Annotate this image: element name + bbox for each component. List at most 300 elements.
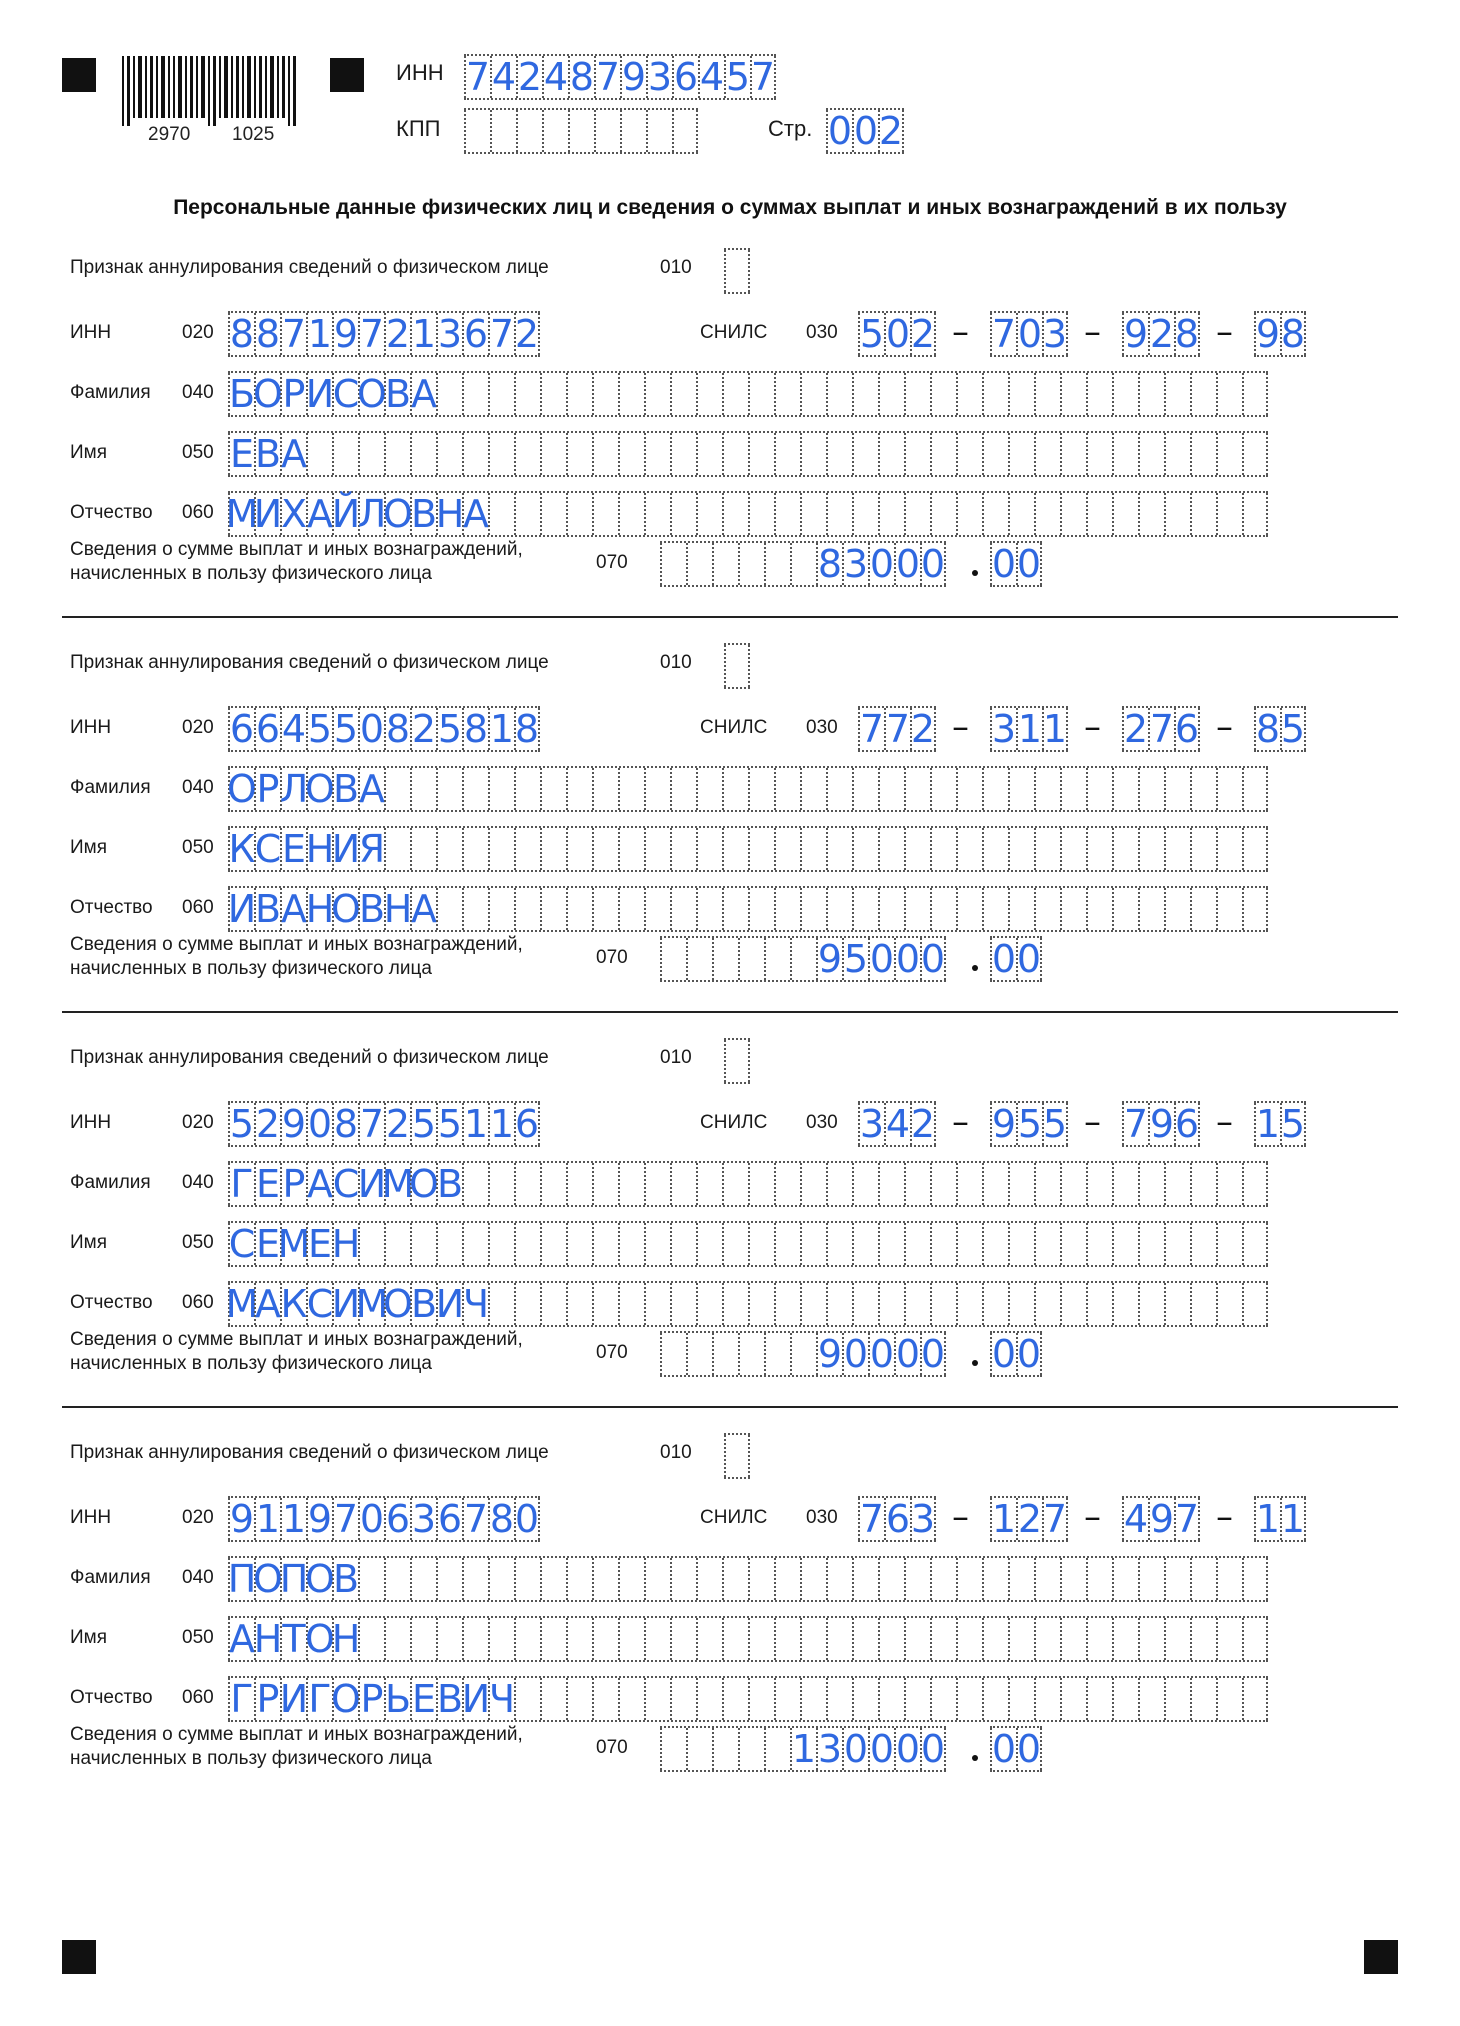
snils-segment-4[interactable] — [1254, 1496, 1306, 1542]
comb-cell: И — [305, 372, 335, 416]
comb-cell — [1242, 433, 1268, 475]
comb-cell: М — [355, 1282, 389, 1326]
comb-cell: Г — [228, 1678, 254, 1720]
snils-segment-3[interactable] — [1122, 1101, 1200, 1147]
comb-cell: 1 — [411, 312, 437, 356]
comb-cell — [644, 768, 670, 810]
comb-cell — [436, 888, 462, 930]
comb-cell: Е — [256, 1222, 281, 1266]
comb-cell — [436, 1618, 462, 1660]
inn-field[interactable] — [228, 1496, 540, 1542]
cancel-flag-field[interactable] — [724, 248, 750, 294]
comb-cell — [516, 110, 542, 152]
comb-cell — [1216, 1678, 1242, 1720]
comb-cell — [670, 888, 696, 930]
snils-segment-3[interactable] — [1122, 1496, 1200, 1542]
comb-cell — [826, 1223, 852, 1265]
comb-cell — [748, 1618, 774, 1660]
comb-cell — [930, 373, 956, 415]
comb-cell — [800, 888, 826, 930]
name-field[interactable] — [228, 1616, 1268, 1662]
comb-cell — [488, 768, 514, 810]
header-kpp-field[interactable] — [464, 108, 698, 154]
comb-cell — [686, 543, 712, 585]
comb-cell: А — [411, 887, 437, 931]
comb-cell: 4 — [699, 55, 725, 99]
comb-cell — [644, 828, 670, 870]
comb-cell — [1060, 373, 1086, 415]
sum-label-line1: Сведения о сумме выплат и иных вознаграждений, — [70, 934, 523, 955]
code-040: 040 — [182, 382, 214, 403]
comb-cell: 2 — [1123, 707, 1149, 751]
snils-segment-4[interactable] — [1254, 1101, 1306, 1147]
comb-cell: М — [225, 492, 259, 536]
inn-field[interactable] — [228, 706, 540, 752]
comb-cell — [774, 433, 800, 475]
comb-cell — [1242, 493, 1268, 535]
snils-segment-1[interactable] — [858, 311, 936, 357]
comb-cell: 8 — [1255, 707, 1281, 751]
comb-cell — [488, 373, 514, 415]
comb-cell — [514, 1283, 540, 1325]
comb-cell — [982, 1283, 1008, 1325]
amount-frac-field[interactable] — [990, 936, 1042, 982]
comb-cell: 1 — [1255, 1497, 1281, 1541]
amount-int-field[interactable] — [660, 936, 946, 982]
snils-segment-3[interactable] — [1122, 311, 1200, 357]
comb-cell: 8 — [229, 312, 255, 356]
comb-cell: 0 — [991, 542, 1017, 586]
comb-cell: 6 — [514, 1102, 540, 1146]
comb-cell — [852, 493, 878, 535]
comb-cell — [1190, 1558, 1216, 1600]
snils-segment-2[interactable] — [990, 1101, 1068, 1147]
surname-field[interactable] — [228, 371, 1268, 417]
surname-field[interactable] — [228, 1556, 1268, 1602]
comb-cell — [1164, 1558, 1190, 1600]
comb-cell — [852, 1283, 878, 1325]
comb-cell — [1008, 1618, 1034, 1660]
comb-cell — [774, 493, 800, 535]
comb-cell — [1060, 768, 1086, 810]
comb-cell — [1242, 828, 1268, 870]
comb-cell — [1216, 888, 1242, 930]
comb-cell: Р — [280, 1163, 306, 1205]
comb-cell: 3 — [817, 1727, 843, 1771]
comb-cell: 2 — [1149, 312, 1175, 356]
barcode-number-right: 1025 — [232, 124, 275, 145]
code-010: 010 — [660, 1442, 692, 1463]
comb-cell — [982, 1163, 1008, 1205]
amount-decimal-point — [972, 965, 978, 971]
comb-cell — [774, 373, 800, 415]
comb-cell — [1190, 888, 1216, 930]
comb-cell — [982, 768, 1008, 810]
comb-cell: 4 — [543, 55, 569, 99]
comb-cell — [904, 1223, 930, 1265]
snils-segment-4[interactable] — [1254, 706, 1306, 752]
comb-cell — [592, 828, 618, 870]
comb-cell — [956, 1558, 982, 1600]
comb-cell — [686, 1728, 712, 1770]
comb-cell: П — [227, 1557, 257, 1601]
patronymic-label: Отчество — [70, 1292, 153, 1313]
comb-cell — [826, 1283, 852, 1325]
comb-cell: 0 — [869, 1727, 895, 1771]
comb-cell — [878, 1678, 904, 1720]
comb-cell: 8 — [255, 312, 281, 356]
comb-cell — [644, 1163, 670, 1205]
comb-cell — [462, 888, 488, 930]
comb-cell — [1086, 768, 1112, 810]
snils-dash: – — [1216, 1102, 1233, 1142]
comb-cell — [930, 1618, 956, 1660]
comb-cell — [592, 433, 618, 475]
comb-cell — [790, 938, 816, 980]
comb-cell — [764, 938, 790, 980]
comb-cell: О — [253, 1557, 283, 1601]
comb-cell — [982, 828, 1008, 870]
comb-cell — [1216, 1283, 1242, 1325]
header-page-field[interactable] — [826, 108, 904, 154]
comb-cell — [826, 493, 852, 535]
comb-cell — [670, 1618, 696, 1660]
comb-cell: 2 — [1017, 1497, 1043, 1541]
comb-cell — [956, 433, 982, 475]
comb-cell: 1 — [255, 1497, 281, 1541]
comb-cell — [670, 1283, 696, 1325]
comb-cell — [696, 373, 722, 415]
comb-cell: Е — [282, 827, 307, 871]
comb-cell — [878, 433, 904, 475]
comb-cell — [1216, 433, 1242, 475]
comb-cell — [462, 1223, 488, 1265]
comb-cell: 8 — [489, 1497, 515, 1541]
comb-cell — [748, 433, 774, 475]
amount-frac-field[interactable] — [990, 541, 1042, 587]
surname-field[interactable] — [228, 766, 1268, 812]
surname-label: Фамилия — [70, 1567, 151, 1588]
snils-segment-1[interactable] — [858, 1101, 936, 1147]
code-010: 010 — [660, 1047, 692, 1068]
comb-cell — [1034, 493, 1060, 535]
comb-cell — [982, 1618, 1008, 1660]
comb-cell — [790, 1333, 816, 1375]
comb-cell: 0 — [895, 1332, 921, 1376]
comb-cell — [800, 828, 826, 870]
comb-cell — [462, 828, 488, 870]
comb-cell — [930, 1678, 956, 1720]
comb-cell: 5 — [411, 1102, 437, 1146]
comb-cell — [1112, 373, 1138, 415]
comb-cell: 2 — [910, 312, 936, 356]
amount-int-field[interactable] — [660, 1726, 946, 1772]
comb-cell: 5 — [1017, 1102, 1043, 1146]
comb-cell: 0 — [1017, 312, 1043, 356]
comb-cell — [712, 938, 738, 980]
comb-cell: С — [254, 827, 282, 871]
comb-cell: 3 — [437, 312, 463, 356]
comb-cell — [566, 493, 592, 535]
comb-cell: 3 — [411, 1497, 437, 1541]
comb-cell: 0 — [895, 1727, 921, 1771]
comb-cell: 1 — [489, 707, 515, 751]
patronymic-field[interactable] — [228, 1676, 1268, 1722]
comb-cell — [826, 1163, 852, 1205]
comb-cell: 2 — [411, 707, 437, 751]
comb-cell — [462, 1618, 488, 1660]
comb-cell: 0 — [359, 707, 385, 751]
comb-cell: 9 — [307, 1497, 333, 1541]
comb-cell — [1112, 1223, 1138, 1265]
comb-cell: С — [332, 1162, 360, 1206]
comb-cell — [514, 433, 540, 475]
comb-cell — [956, 1283, 982, 1325]
comb-cell — [670, 768, 696, 810]
comb-cell — [878, 828, 904, 870]
comb-cell: 4 — [1123, 1497, 1149, 1541]
comb-cell — [774, 768, 800, 810]
snils-segment-1[interactable] — [858, 706, 936, 752]
code-070: 070 — [596, 552, 628, 573]
snils-segment-1[interactable] — [858, 1496, 936, 1542]
sum-label-line2: начисленных в пользу физического лица — [70, 958, 432, 979]
cancel-label: Признак аннулирования сведений о физическом лице — [70, 1047, 549, 1068]
code-010: 010 — [660, 652, 692, 673]
comb-cell: Ь — [384, 1677, 412, 1721]
comb-cell — [764, 1728, 790, 1770]
comb-cell — [358, 433, 384, 475]
comb-cell — [592, 888, 618, 930]
snils-dash: – — [1216, 1497, 1233, 1537]
header-kpp-label: КПП — [396, 116, 441, 141]
comb-cell — [826, 1678, 852, 1720]
comb-cell — [644, 888, 670, 930]
amount-frac-field[interactable] — [990, 1331, 1042, 1377]
snils-segment-2[interactable] — [990, 311, 1068, 357]
comb-cell: 5 — [307, 707, 333, 751]
snils-dash: – — [1216, 312, 1233, 352]
comb-cell — [852, 828, 878, 870]
comb-cell — [618, 1678, 644, 1720]
comb-cell: 1 — [463, 1102, 489, 1146]
comb-cell — [1086, 828, 1112, 870]
comb-cell — [618, 888, 644, 930]
comb-cell: В — [254, 887, 282, 931]
comb-cell — [696, 433, 722, 475]
comb-cell — [384, 1558, 410, 1600]
comb-cell: А — [411, 372, 437, 416]
comb-cell — [488, 1163, 514, 1205]
comb-cell — [878, 1283, 904, 1325]
snils-segment-3[interactable] — [1122, 706, 1200, 752]
comb-cell — [878, 1618, 904, 1660]
comb-cell — [566, 1163, 592, 1205]
comb-cell: 0 — [920, 1332, 946, 1376]
comb-cell: С — [228, 1222, 256, 1266]
comb-cell: 5 — [437, 1102, 463, 1146]
comb-cell: 5 — [1280, 1102, 1306, 1146]
snils-segment-4[interactable] — [1254, 311, 1306, 357]
comb-cell — [956, 1678, 982, 1720]
comb-cell — [488, 1558, 514, 1600]
header-inn-field[interactable] — [464, 54, 776, 100]
snils-segment-2[interactable] — [990, 1496, 1068, 1542]
comb-cell: 2 — [910, 1102, 936, 1146]
inn-field[interactable] — [228, 1101, 540, 1147]
comb-cell — [488, 1223, 514, 1265]
comb-cell — [592, 768, 618, 810]
comb-cell — [384, 433, 410, 475]
comb-cell: 0 — [1016, 937, 1042, 981]
comb-cell: 3 — [647, 55, 673, 99]
comb-cell — [1190, 1163, 1216, 1205]
comb-cell: И — [357, 1162, 387, 1206]
comb-cell: 2 — [910, 707, 936, 751]
comb-cell — [1216, 1163, 1242, 1205]
comb-cell — [514, 1678, 540, 1720]
comb-cell: Й — [331, 492, 361, 536]
comb-cell — [696, 1618, 722, 1660]
name-field[interactable] — [228, 826, 1268, 872]
amount-int-field[interactable] — [660, 541, 946, 587]
comb-cell: 0 — [827, 109, 853, 153]
comb-cell — [1008, 828, 1034, 870]
comb-cell: 7 — [463, 1497, 489, 1541]
snils-segment-2[interactable] — [990, 706, 1068, 752]
sum-label-line1: Сведения о сумме выплат и иных вознаграждений, — [70, 1724, 523, 1745]
name-label: Имя — [70, 1627, 108, 1648]
comb-cell: Ч — [462, 1282, 490, 1326]
comb-cell — [904, 768, 930, 810]
comb-cell — [696, 1223, 722, 1265]
comb-cell — [724, 645, 750, 687]
comb-cell — [852, 1163, 878, 1205]
comb-cell — [462, 373, 488, 415]
comb-cell — [800, 1618, 826, 1660]
comb-cell: Р — [254, 1678, 280, 1720]
corner-marker-bottom-right — [1364, 1940, 1398, 1974]
comb-cell: 9 — [281, 1102, 307, 1146]
comb-cell: 0 — [1016, 1727, 1042, 1771]
comb-cell — [566, 1558, 592, 1600]
comb-cell — [878, 888, 904, 930]
comb-cell — [488, 433, 514, 475]
comb-cell — [1138, 493, 1164, 535]
comb-cell — [1138, 1283, 1164, 1325]
comb-cell: 0 — [895, 937, 921, 981]
comb-cell — [592, 1223, 618, 1265]
comb-cell: 8 — [333, 1102, 359, 1146]
comb-cell: 7 — [465, 55, 491, 99]
comb-cell — [722, 1163, 748, 1205]
comb-cell — [878, 1558, 904, 1600]
comb-cell — [670, 1223, 696, 1265]
comb-cell — [774, 1283, 800, 1325]
comb-cell — [1060, 888, 1086, 930]
comb-cell — [956, 888, 982, 930]
comb-cell — [930, 433, 956, 475]
comb-cell — [488, 1618, 514, 1660]
comb-cell — [1060, 1558, 1086, 1600]
snils-label: СНИЛС — [700, 1507, 768, 1528]
comb-cell — [1034, 1618, 1060, 1660]
comb-cell — [1034, 1678, 1060, 1720]
comb-cell — [930, 768, 956, 810]
comb-cell — [540, 1558, 566, 1600]
comb-cell — [646, 110, 672, 152]
comb-cell: И — [227, 887, 257, 931]
name-field[interactable] — [228, 1221, 1268, 1267]
comb-cell — [686, 938, 712, 980]
snils-dash: – — [952, 707, 969, 747]
comb-cell: 0 — [869, 1332, 895, 1376]
comb-cell — [514, 888, 540, 930]
comb-cell: А — [281, 432, 307, 476]
surname-field[interactable] — [228, 1161, 1268, 1207]
inn-field[interactable] — [228, 311, 540, 357]
cancel-flag-field[interactable] — [724, 1433, 750, 1479]
cancel-flag-field[interactable] — [724, 1038, 750, 1084]
comb-cell — [540, 768, 566, 810]
comb-cell — [956, 768, 982, 810]
comb-cell — [514, 768, 540, 810]
name-field[interactable] — [228, 431, 1268, 477]
comb-cell — [956, 493, 982, 535]
comb-cell: 6 — [255, 707, 281, 751]
comb-cell — [722, 1618, 748, 1660]
comb-cell: Т — [280, 1618, 306, 1660]
comb-cell: В — [332, 767, 360, 811]
comb-cell: О — [383, 492, 413, 536]
comb-cell: 2 — [255, 1102, 281, 1146]
comb-cell — [1034, 373, 1060, 415]
comb-cell — [748, 373, 774, 415]
comb-cell: 6 — [463, 312, 489, 356]
cancel-flag-field[interactable] — [724, 643, 750, 689]
comb-cell — [1086, 1618, 1112, 1660]
comb-cell — [462, 1558, 488, 1600]
comb-cell — [644, 433, 670, 475]
comb-cell: 1 — [991, 1497, 1017, 1541]
comb-cell: 2 — [385, 1102, 411, 1146]
comb-cell — [566, 1223, 592, 1265]
amount-int-field[interactable] — [660, 1331, 946, 1377]
comb-cell — [1086, 888, 1112, 930]
comb-cell: 5 — [333, 707, 359, 751]
comb-cell: И — [279, 1677, 309, 1721]
comb-cell — [358, 1618, 384, 1660]
patronymic-field[interactable] — [225, 491, 1268, 537]
comb-cell: 5 — [725, 55, 751, 99]
cancel-label: Признак аннулирования сведений о физическом лице — [70, 652, 549, 673]
patronymic-field[interactable] — [228, 886, 1268, 932]
amount-frac-field[interactable] — [990, 1726, 1042, 1772]
comb-cell: 1 — [489, 1102, 515, 1146]
comb-cell: 7 — [281, 312, 307, 356]
comb-cell — [462, 768, 488, 810]
comb-cell: В — [436, 1162, 464, 1206]
code-050: 050 — [182, 837, 214, 858]
comb-cell: Н — [435, 492, 465, 536]
comb-cell: 5 — [437, 707, 463, 751]
sum-label-line1: Сведения о сумме выплат и иных вознаграждений, — [70, 1329, 523, 1350]
comb-cell — [930, 1163, 956, 1205]
comb-cell: 5 — [1042, 1102, 1068, 1146]
code-020: 020 — [182, 717, 214, 738]
comb-cell: 8 — [463, 707, 489, 751]
patronymic-field[interactable] — [225, 1281, 1268, 1327]
